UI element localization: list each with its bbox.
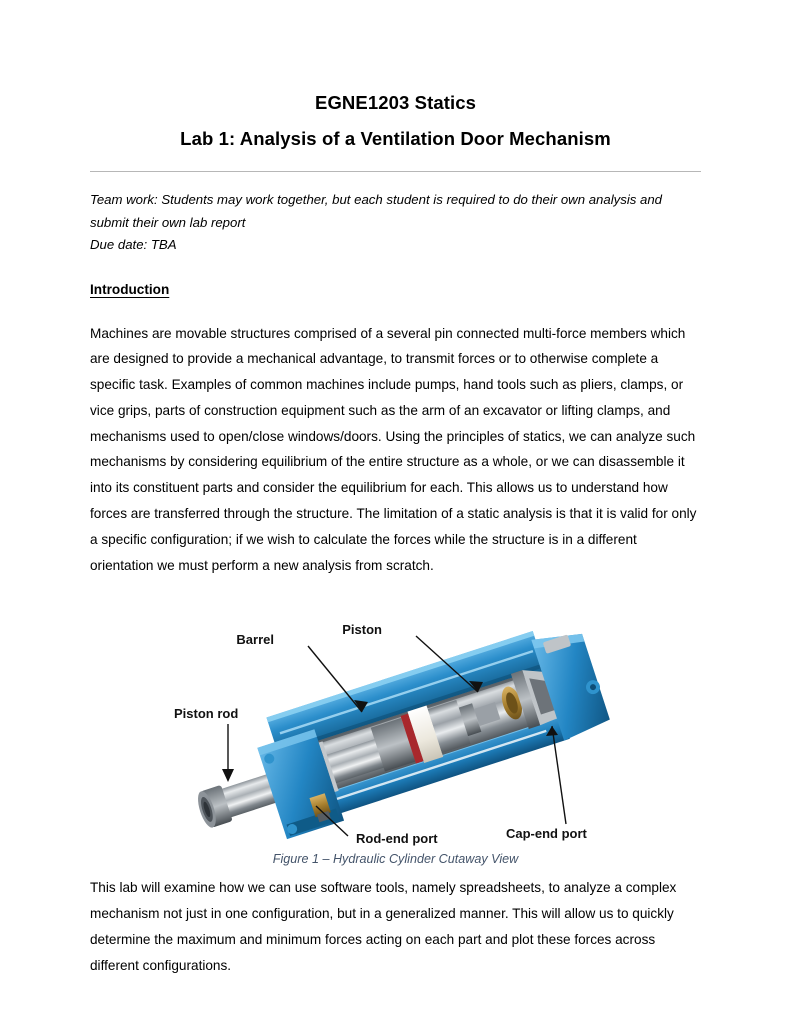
due-date-note: Due date: TBA bbox=[90, 237, 177, 252]
section-heading-introduction: Introduction bbox=[90, 281, 170, 297]
figure-label-rod-end-port: Rod-end port bbox=[355, 831, 438, 847]
hydraulic-cylinder-cutaway-image bbox=[166, 600, 626, 850]
assignment-meta bbox=[90, 189, 701, 257]
figure-label-cap-end-port: Cap-end port bbox=[505, 826, 587, 842]
document-header bbox=[90, 0, 701, 172]
header-divider bbox=[90, 171, 701, 172]
team-work-note: Team work: Students may work together, but each student is required to do their own analysis and submit their own lab report bbox=[90, 192, 663, 230]
page-subtitle: Lab 1: Analysis of a Ventilation Door Mechanism bbox=[180, 128, 611, 149]
figure-label-barrel: Barrel bbox=[235, 632, 274, 648]
page-title: EGNE1203 Statics bbox=[315, 92, 476, 113]
figure-caption: Figure 1 – Hydraulic Cylinder Cutaway View bbox=[272, 852, 519, 867]
figure-label-piston: Piston bbox=[341, 622, 382, 638]
introduction-paragraph-2: This lab will examine how we can use software tools, namely spreadsheets, to analyze a complex mechanism not just in one configuration, but in a generalized manner. This will allow us to quickly determine the maximum and minimum forces acting on each part and plot these forces across different configurations. bbox=[90, 880, 677, 973]
figure-1 bbox=[90, 578, 701, 866]
introduction-paragraph-1: Machines are movable structures comprised of a several pin connected multi-force members which are designed to provide a mechanical advantage, to transmit forces or to otherwise complete a specific task. Examples of common machines include pumps, hand tools such as pliers, clamps, or vice grips, parts of construction equipment such as the arm of an excavator or lifting clamps, and mechanisms used to open/close windows/doors. Using the principles of statics, we can analyze such mechanisms by considering equilibrium of the entire structure as a whole, or we can disassemble it into its constituent parts and consider the equilibrium for each. This allows us to understand how forces are transferred through the structure. The limitation of a static analysis is that it is valid for only a specific configuration; if we wish to calculate the forces while the structure is in a different orientation we must perform a new analysis from scratch. bbox=[90, 325, 697, 573]
figure-label-piston-rod: Piston rod bbox=[173, 706, 238, 722]
